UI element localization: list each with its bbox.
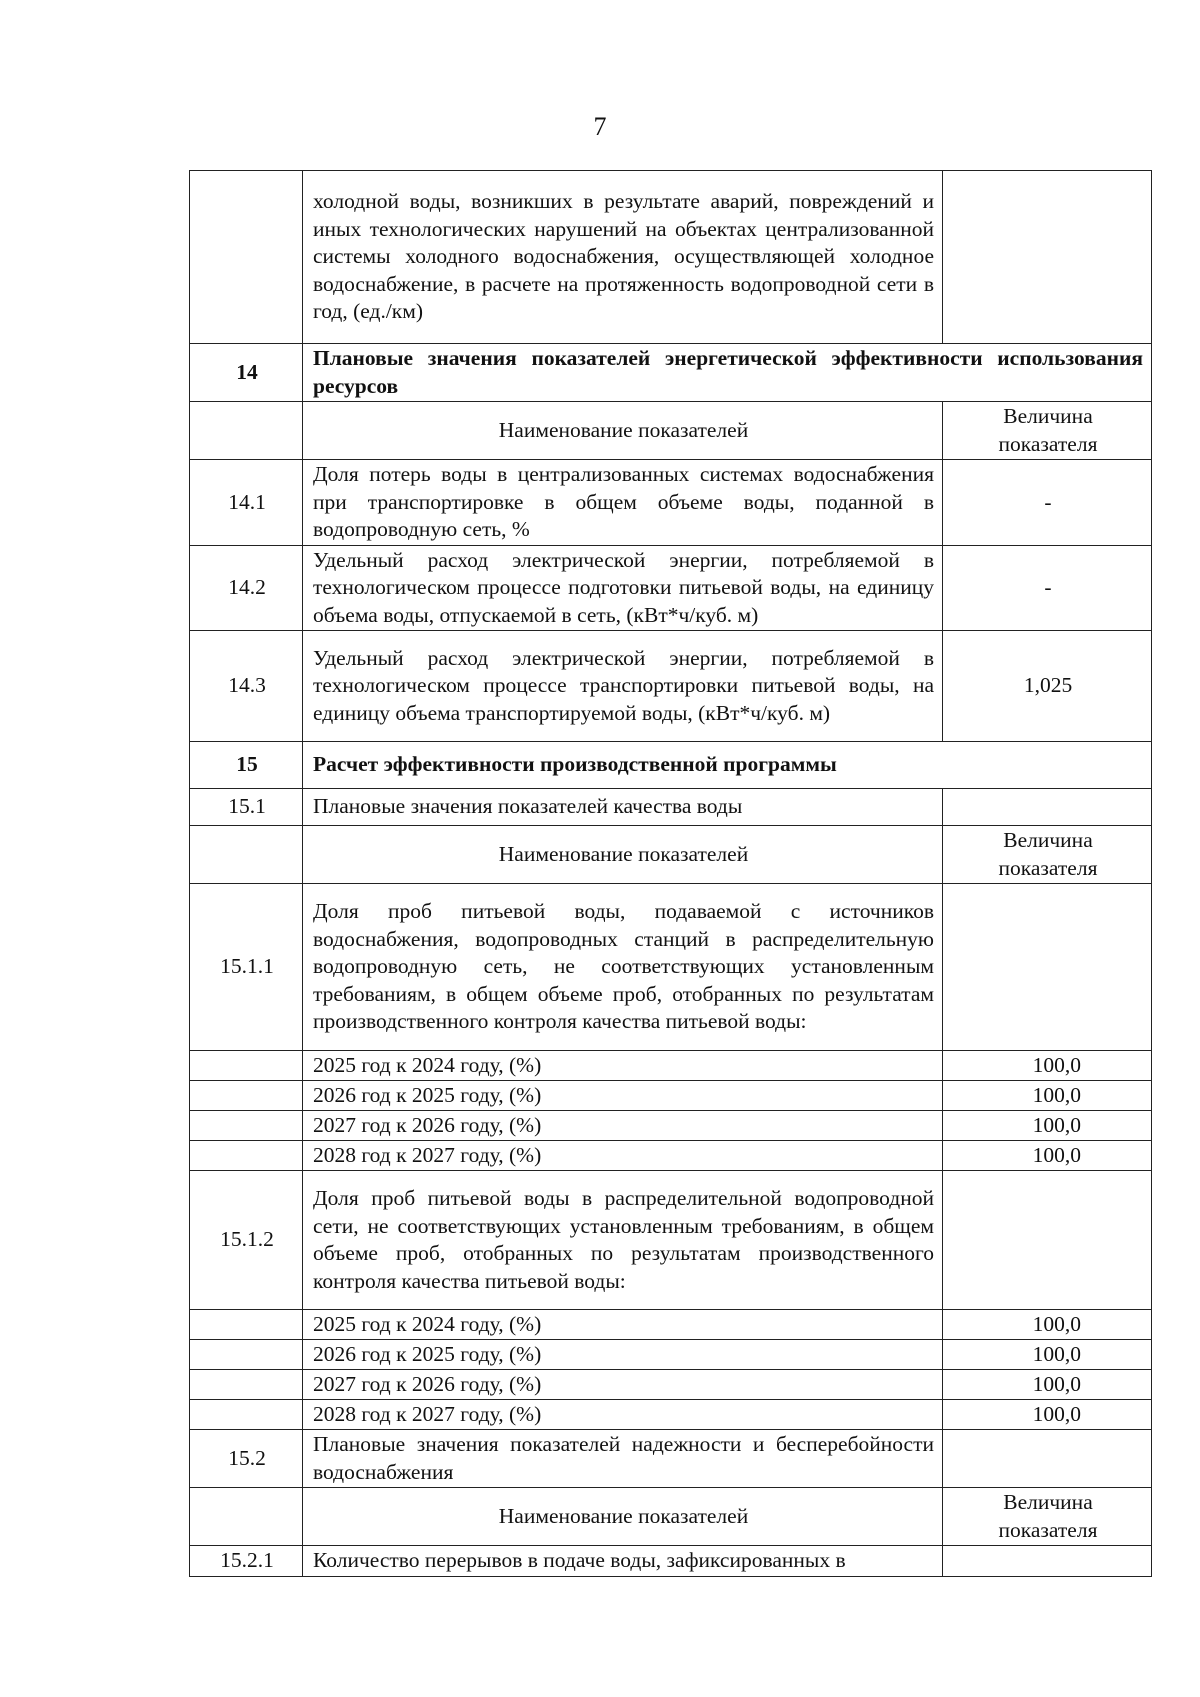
year-row	[190, 1340, 1152, 1370]
header-row	[190, 402, 1152, 460]
section-row	[190, 742, 1152, 789]
indicator-text: Количество перерывов в подаче воды, зафиксированных в	[303, 1546, 943, 1577]
year-label: 2025 год к 2024 году, (%)	[303, 1310, 943, 1340]
indicator-text: Доля потерь воды в централизованных системах водоснабжения при транспортировке в общем объеме воды, поданной в водопроводную сеть, %	[303, 460, 943, 546]
indicator-text: Плановые значения показателей качества воды	[303, 789, 943, 826]
indicator-value: 1,025	[943, 631, 1152, 742]
header-name: Наименование показателей	[303, 1488, 943, 1546]
indicator-text: холодной воды, возникших в результате аварий, повреждений и иных технологических нарушений на объектах централизованной системы холодного водоснабжения, осуществляющей холодное водоснабжение, в расчете на протяженность водопроводной сети в год, (ед./км)	[303, 171, 943, 344]
year-label: 2028 год к 2027 году, (%)	[303, 1400, 943, 1430]
row-number: 15.2.1	[190, 1546, 303, 1577]
year-row	[190, 1111, 1152, 1141]
year-value: 100,0	[943, 1310, 1152, 1340]
indicator-value: -	[943, 460, 1152, 546]
year-label: 2027 год к 2026 году, (%)	[303, 1370, 943, 1400]
table-row	[190, 631, 1152, 742]
header-row	[190, 1488, 1152, 1546]
year-value: 100,0	[943, 1400, 1152, 1430]
page-number: 7	[593, 112, 607, 141]
row-number: 14.3	[190, 631, 303, 742]
year-label: 2026 год к 2025 году, (%)	[303, 1340, 943, 1370]
section-number: 14	[190, 344, 303, 402]
header-value: Величина показателя	[943, 402, 1152, 460]
year-row	[190, 1400, 1152, 1430]
table-row	[190, 1171, 1152, 1310]
year-value: 100,0	[943, 1111, 1152, 1141]
header-value: Величина показателя	[943, 1488, 1152, 1546]
header-name: Наименование показателей	[303, 402, 943, 460]
year-label: 2027 год к 2026 году, (%)	[303, 1111, 943, 1141]
year-value: 100,0	[943, 1141, 1152, 1171]
indicator-value: -	[943, 545, 1152, 631]
indicator-text: Плановые значения показателей надежности и бесперебойности водоснабжения	[303, 1430, 943, 1488]
table-row	[190, 1546, 1152, 1577]
indicator-text: Доля проб питьевой воды в распределительной водопроводной сети, не соответствующих установленным требованиям, в общем объеме проб, отобранных по результатам производственного контроля качества питьевой воды:	[303, 1171, 943, 1310]
year-value: 100,0	[943, 1370, 1152, 1400]
table-row	[190, 545, 1152, 631]
row-number: 14.1	[190, 460, 303, 546]
year-label: 2026 год к 2025 году, (%)	[303, 1081, 943, 1111]
section-title: Расчет эффективности производственной программы	[303, 742, 1152, 789]
year-label: 2025 год к 2024 году, (%)	[303, 1051, 943, 1081]
year-value: 100,0	[943, 1340, 1152, 1370]
indicator-text: Удельный расход электрической энергии, потребляемой в технологическом процессе подготовки питьевой воды, на единицу объема воды, отпускаемой в сеть, (кВт*ч/куб. м)	[303, 545, 943, 631]
year-row	[190, 1081, 1152, 1111]
row-number: 15.2	[190, 1430, 303, 1488]
table-row	[190, 460, 1152, 546]
header-row	[190, 826, 1152, 884]
indicator-text: Удельный расход электрической энергии, потребляемой в технологическом процессе транспортировки питьевой воды, на единицу объема транспортируемой воды, (кВт*ч/куб. м)	[303, 631, 943, 742]
table-row	[190, 789, 1152, 826]
row-number: 15.1.2	[190, 1171, 303, 1310]
row-number: 15.1	[190, 789, 303, 826]
year-row	[190, 1141, 1152, 1171]
table-row	[190, 171, 1152, 344]
section-row	[190, 344, 1152, 402]
indicator-text: Доля проб питьевой воды, подаваемой с источников водоснабжения, водопроводных станций в распределительную водопроводную сеть, не соответствующих установленным требованиям, в общем объеме проб, отобранных по результатам производственного контроля качества питьевой воды:	[303, 884, 943, 1051]
year-value: 100,0	[943, 1081, 1152, 1111]
indicators-table	[189, 170, 1152, 1577]
table-row	[190, 884, 1152, 1051]
row-number: 15.1.1	[190, 884, 303, 1051]
year-label: 2028 год к 2027 году, (%)	[303, 1141, 943, 1171]
year-row	[190, 1370, 1152, 1400]
row-number: 14.2	[190, 545, 303, 631]
section-number: 15	[190, 742, 303, 789]
year-row	[190, 1051, 1152, 1081]
year-row	[190, 1310, 1152, 1340]
table-row	[190, 1430, 1152, 1488]
header-name: Наименование показателей	[303, 826, 943, 884]
section-title: Плановые значения показателей энергетической эффективности использования ресурсов	[303, 344, 1152, 402]
header-value: Величина показателя	[943, 826, 1152, 884]
year-value: 100,0	[943, 1051, 1152, 1081]
